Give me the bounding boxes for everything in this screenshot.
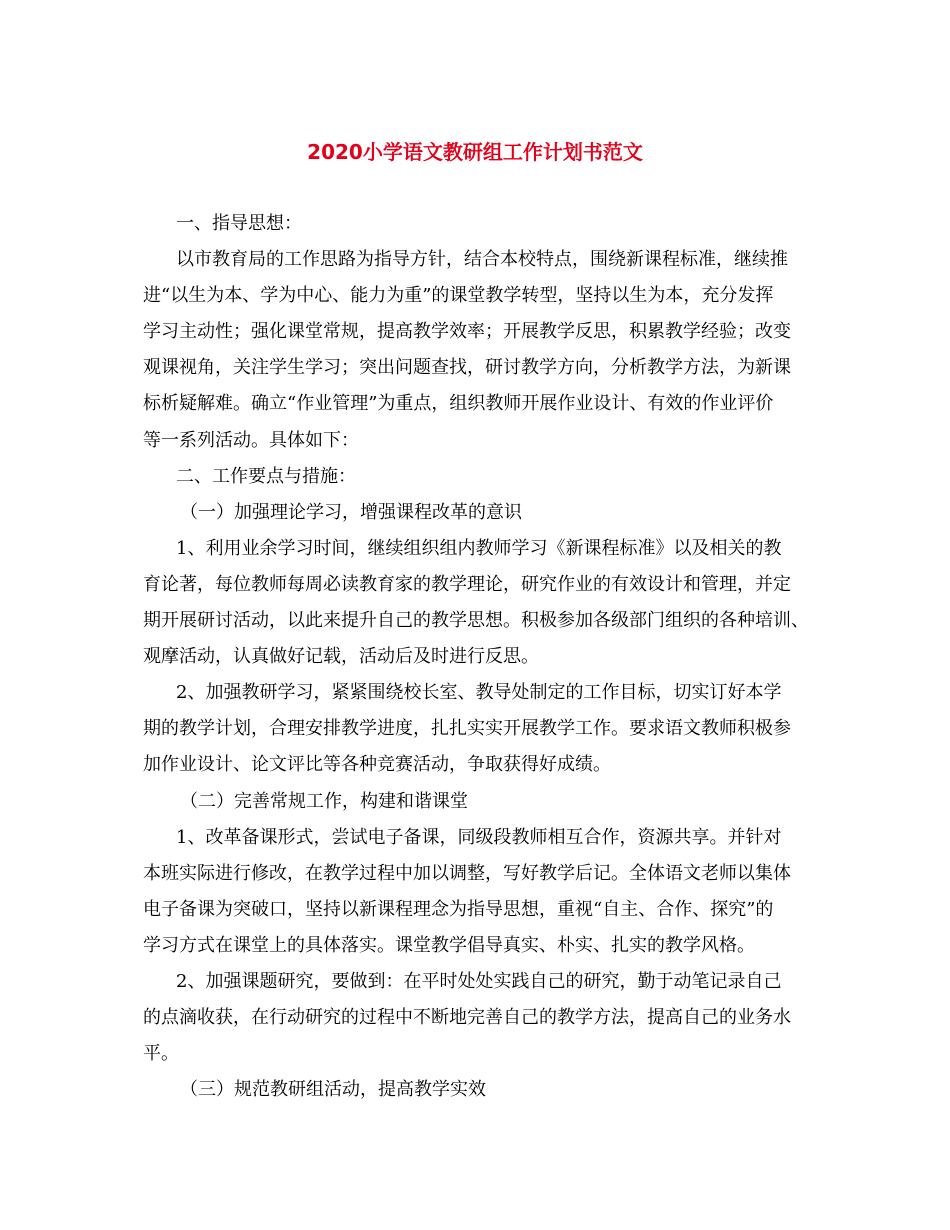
body-line: （三）规范教研组活动，提高教学实效 bbox=[180, 1079, 486, 1101]
body-line: 学习主动性；强化课堂常规，提高教学效率；开展教学反思，积累教学经验；改变 bbox=[143, 321, 791, 343]
document-title: 2020小学语文教研组工作计划书范文 bbox=[307, 140, 643, 164]
body-line: 标析疑解难。确立“作业管理”为重点，组织教师开展作业设计、有效的作业评价 bbox=[143, 393, 774, 415]
body-line: 2、加强课题研究，要做到：在平时处处实践自己的研究，勤于动笔记录自己 bbox=[176, 970, 782, 992]
body-line: 二、工作要点与措施： bbox=[176, 465, 356, 487]
body-line: 观课视角，关注学生学习；突出问题查找，研讨教学方向，分析教学方法，为新课 bbox=[143, 357, 791, 379]
body-line: 电子备课为突破口，坚持以新课程理念为指导思想，重视“自主、合作、探究”的 bbox=[143, 898, 774, 920]
body-line: 加作业设计、论文评比等各种竞赛活动，争取获得好成绩。 bbox=[143, 754, 611, 776]
body-line: 一、指导思想： bbox=[176, 213, 302, 234]
body-line: 本班实际进行修改，在教学过程中加以调整，写好教学后记。全体语文老师以集体 bbox=[143, 862, 791, 884]
body-line: 1、利用业余学习时间，继续组织组内教师学习《新课程标准》以及相关的教 bbox=[176, 537, 782, 559]
body-line: 2、加强教研学习，紧紧围绕校长室、教导处制定的工作目标，切实订好本学 bbox=[176, 682, 782, 704]
body-line: 期开展研讨活动，以此来提升自己的教学思想。积极参加各级部门组织的各种培训、 bbox=[143, 610, 809, 632]
body-line: 期的教学计划，合理安排教学进度，扎扎实实开展教学工作。要求语文教师积极参 bbox=[143, 718, 791, 740]
body-line: 学习方式在课堂上的具体落实。课堂教学倡导真实、朴实、扎实的教学风格。 bbox=[143, 934, 755, 956]
body-line: 的点滴收获，在行动研究的过程中不断地完善自己的教学方法，提高自己的业务水 bbox=[143, 1007, 791, 1029]
body-line: 平。 bbox=[143, 1043, 179, 1065]
body-line: 1、改革备课形式，尝试电子备课，同级段教师相互合作，资源共享。并针对 bbox=[176, 826, 782, 848]
body-line: 观摩活动，认真做好记载，活动后及时进行反思。 bbox=[143, 646, 539, 668]
body-line: （二）完善常规工作，构建和谐课堂 bbox=[180, 790, 468, 812]
document-body bbox=[143, 206, 823, 1108]
body-line: 等一系列活动。具体如下： bbox=[143, 429, 359, 451]
body-line: （一）加强理论学习，增强课程改革的意识 bbox=[180, 501, 522, 523]
body-line: 育论著，每位教师每周必读教育家的教学理论，研究作业的有效设计和管理，并定 bbox=[143, 573, 791, 595]
body-line: 进“以生为本、学为中心、能力为重”的课堂教学转型，坚持以生为本，充分发挥 bbox=[143, 285, 774, 307]
body-line: 以市教育局的工作思路为指导方针，结合本校特点，围绕新课程标准，继续推 bbox=[176, 249, 788, 271]
